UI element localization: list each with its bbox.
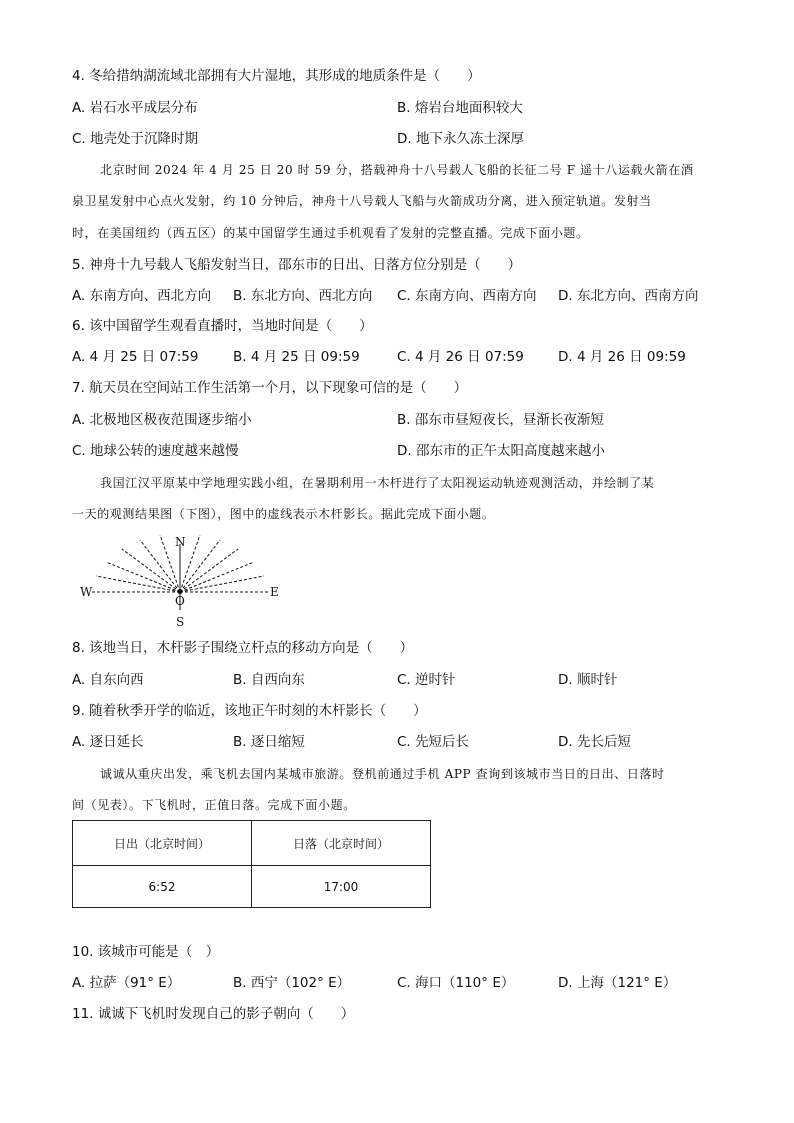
- shadow-observation-figure: [72, 530, 302, 630]
- q8-option-b: B. 自西向东: [233, 672, 305, 688]
- q10-option-d: D. 上海（121° E）: [558, 975, 677, 991]
- east-label: E: [270, 585, 279, 599]
- q5-option-b: B. 东北方向、西北方向: [233, 288, 373, 304]
- sunrise-sunset-table: [72, 820, 431, 908]
- q10-option-c: C. 海口（110° E）: [397, 975, 515, 991]
- passage2-line-1: 我国江汉平原某中学地理实践小组，在暑期利用一木杆进行了太阳视运动轨迹观测活动，并绘制了某: [100, 476, 655, 490]
- q10-option-a: A. 拉萨（91° E）: [72, 975, 181, 991]
- table-cell-sunrise: 6:52: [73, 866, 252, 908]
- q4-stem: 4. 冬给措纳湖流域北部拥有大片湿地，其形成的地质条件是（ ）: [72, 68, 481, 84]
- q4-option-c: C. 地壳处于沉降时期: [72, 131, 199, 147]
- q5-stem: 5. 神舟十九号载人飞船发射当日，邵东市的日出、日落方位分别是（ ）: [72, 257, 522, 273]
- north-label: N: [175, 535, 186, 549]
- q6-option-b: B. 4 月 25 日 09:59: [233, 349, 360, 365]
- passage3-line-1: 诚诚从重庆出发，乘飞机去国内某城市旅游。登机前通过手机 APP 查询到该城市当日的日出、日落时: [100, 767, 665, 781]
- q5-option-d: D. 东北方向、西南方向: [558, 288, 699, 304]
- q8-option-c: C. 逆时针: [397, 672, 456, 688]
- q5-option-c: C. 东南方向、西南方向: [397, 288, 537, 304]
- q9-option-d: D. 先长后短: [558, 734, 631, 750]
- q8-option-d: D. 顺时针: [558, 672, 618, 688]
- q10-option-b: B. 西宁（102° E）: [233, 975, 351, 991]
- q4-option-d: D. 地下永久冻土深厚: [397, 131, 524, 147]
- q6-option-c: C. 4 月 26 日 07:59: [397, 349, 524, 365]
- passage1-line-2: 泉卫星发射中心点火发射，约 10 分钟后，神舟十八号载人飞船与火箭成功分离，进入预定轨道。发射当: [72, 194, 652, 208]
- q7-option-b: B. 邵东市昼短夜长，昼渐长夜渐短: [397, 412, 604, 428]
- table-header-sunset: 日落（北京时间）: [252, 821, 431, 866]
- table-header-sunrise: 日出（北京时间）: [73, 821, 252, 866]
- origin-label: O: [175, 594, 185, 608]
- q4-option-a: A. 岩石水平成层分布: [72, 100, 198, 116]
- q11-stem: 11. 诚诚下飞机时发现自己的影子朝向（ ）: [72, 1006, 355, 1022]
- q5-option-a: A. 东南方向、西北方向: [72, 288, 212, 304]
- q7-option-a: A. 北极地区极夜范围逐步缩小: [72, 412, 252, 428]
- passage2-line-2: 一天的观测结果图（下图），图中的虚线表示木杆影长。据此完成下面小题。: [72, 507, 495, 521]
- q7-option-c: C. 地球公转的速度越来越慢: [72, 443, 239, 459]
- q9-option-b: B. 逐日缩短: [233, 734, 305, 750]
- passage1-line-3: 时，在美国纽约（西五区）的某中国留学生通过手机观看了发射的完整直播。完成下面小题。: [72, 226, 589, 240]
- q9-option-a: A. 逐日延长: [72, 734, 144, 750]
- q6-option-d: D. 4 月 26 日 09:59: [558, 349, 686, 365]
- q8-stem: 8. 该地当日，木杆影子围绕立杆点的移动方向是（ ）: [72, 640, 414, 656]
- passage3-line-2: 间（见表）。下飞机时，正值日落。完成下面小题。: [72, 798, 356, 812]
- south-label: S: [176, 615, 185, 629]
- q9-stem: 9. 随着秋季开学的临近，该地正午时刻的木杆影长（ ）: [72, 703, 427, 719]
- q6-option-a: A. 4 月 25 日 07:59: [72, 349, 199, 365]
- passage1-line-1: 北京时间 2024 年 4 月 25 日 20 时 59 分，搭载神舟十八号载人飞船的长征二号 F 遥十八运载火箭在酒: [100, 163, 694, 177]
- q4-option-b: B. 熔岩台地面积较大: [397, 100, 523, 116]
- west-label: W: [80, 585, 93, 599]
- q8-option-a: A. 自东向西: [72, 672, 144, 688]
- q9-option-c: C. 先短后长: [397, 734, 470, 750]
- q10-stem: 10. 该城市可能是（ ）: [72, 944, 220, 960]
- q7-option-d: D. 邵东市的正午太阳高度越来越小: [397, 443, 605, 459]
- q7-stem: 7. 航天员在空间站工作生活第一个月，以下现象可信的是（ ）: [72, 380, 468, 396]
- q6-stem: 6. 该中国留学生观看直播时，当地时间是（ ）: [72, 318, 373, 334]
- table-cell-sunset: 17:00: [252, 866, 431, 908]
